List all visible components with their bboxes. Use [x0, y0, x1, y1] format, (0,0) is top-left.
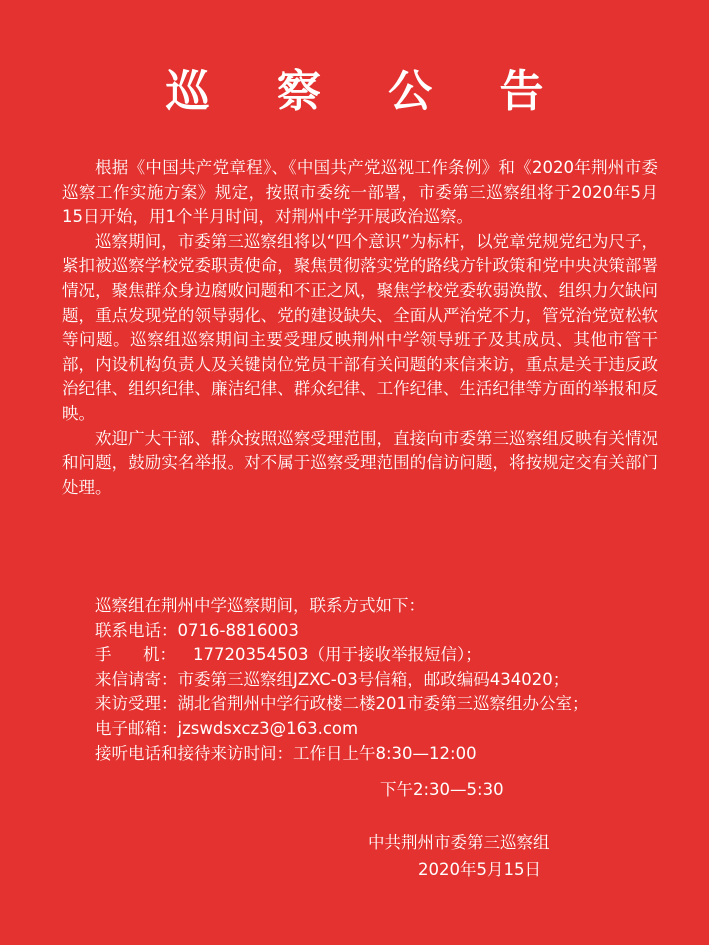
signature-date: 2020年5月15日: [418, 860, 541, 879]
contact-email-value: jzswdsxcz3@163.com: [177, 718, 359, 738]
paragraph-welcome: 欢迎广大干部、群众按照巡察受理范围，直接向市委第三巡察组反映有关情况和问题，鼓励实名举报。对不属于巡察受理范围的信访问题，将按规定交有关部门处理。: [62, 428, 658, 497]
contact-email-label: 电子邮箱：: [95, 718, 178, 738]
contact-mail: [95, 668, 675, 693]
contact-visit: [95, 692, 675, 717]
contact-intro: 巡察组在荆州中学巡察期间，联系方式如下：: [95, 596, 425, 615]
contact-phone-label: 联系电话：: [95, 620, 178, 640]
notice-body: [62, 156, 658, 500]
contact-visit-value: 湖北省荆州中学行政楼二楼201市委第三巡察组办公室；: [177, 694, 589, 714]
contact-hours-pm: 下午2:30—5:30: [380, 780, 504, 799]
contact-hours: [95, 742, 675, 767]
contact-visit-label: 来访受理：: [95, 694, 178, 714]
paragraph-basis: 根据《中国共产党章程》、《中国共产党巡视工作条例》和《2020年荆州市委巡察工作实施方案》规定，按照市委统一部署，市委第三巡察组将于2020年5月15日开始，用1个半月时间，对荆州中学开展政治巡察。: [62, 158, 658, 227]
contact-phone: [95, 619, 675, 644]
contact-email: [95, 717, 675, 742]
contact-phone-value: 0716-8816003: [177, 620, 299, 640]
contact-mobile: [95, 643, 675, 668]
contact-mail-label: 来信请寄：: [95, 669, 178, 689]
signature-organization: 中共荆州市委第三巡察组: [368, 833, 550, 852]
paragraph-focus: 巡察期间，市委第三巡察组将以“四个意识”为标杆，以党章党规党纪为尺子，紧扣被巡察学校党委职责使命，聚焦贯彻落实党的路线方针政策和党中央决策部署情况，聚焦群众身边腐败问题和不正之风，聚焦学校党委软弱涣散、组织力欠缺问题，重点发现党的领导弱化、党的建设缺失、全面从严治党不力，管党治党宽松软等问题。巡察组巡察期间主要受理反映荆州中学领导班子及其成员、其他市管干部，内设机构负责人及关键岗位党员干部有关问题的来信来访，重点是关于违反政治纪律、组织纪律、廉洁纪律、群众纪律、工作纪律、生活纪律等方面的举报和反映。: [62, 231, 658, 423]
contact-hours-am: 工作日上午8:30—12:00: [293, 743, 477, 763]
contact-section: [95, 594, 675, 766]
contact-mail-value: 市委第三巡察组JZXC-03号信箱，邮政编码434020；: [177, 669, 570, 689]
contact-mobile-value: 17720354503（用于接收举报短信）；: [193, 645, 482, 665]
contact-hours-label: 接听电话和接待来访时间：: [95, 743, 293, 763]
notice-title: 巡 察 公 告: [165, 66, 570, 117]
contact-mobile-label: 手 机：: [95, 645, 176, 665]
